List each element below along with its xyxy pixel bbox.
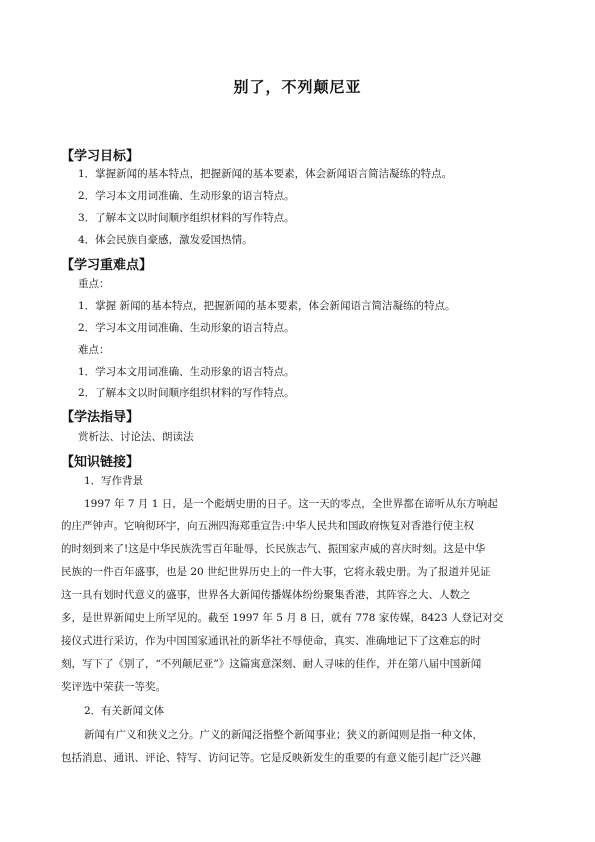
goals-heading: 【学习目标】: [61, 149, 140, 164]
keypoints-heading: 【学习重难点】: [61, 258, 153, 273]
key-item: 1．掌握 新闻的基本特点，把握新闻的基本要素，体会新闻语言简洁凝练的特点。: [78, 300, 456, 312]
paragraph-line: 新闻有广义和狭义之分。广义的新闻泛指整个新闻事业；狭义的新闻则是指一种文体，: [84, 729, 483, 741]
paragraph-line: 奖评选中荣获一等奖。: [61, 681, 166, 693]
paragraph-line: 的庄严钟声。它响彻环宇，向五洲四海郑重宣告:中华人民共和国政府恢复对香港行使主权: [61, 520, 475, 532]
paragraph-line: 接仪式进行采访，作为中国国家通讯社的新华社不辱使命，真实、准确地记下了这难忘的时: [61, 635, 481, 647]
paragraph-line: 民族的一件百年盛事，也是 20 世纪世界历史上的一件大事，它将永载史册。为了报道并见证: [61, 566, 491, 578]
subheading-news-genre: 2．有关新闻文体: [84, 705, 165, 717]
goal-item: 4．体会民族自豪感，激发爱国热情。: [78, 234, 253, 246]
goal-item: 1．掌握新闻的基本特点，把握新闻的基本要素，体会新闻语言简洁凝练的特点。: [78, 168, 453, 180]
page-title: 别了，不列颠尼亚: [233, 78, 362, 96]
difficulty-label: 难点：: [78, 344, 110, 356]
paragraph-line: 包括消息、通讯、评论、特写、访问记等。它是反映新发生的重要的有意义能引起广泛兴趣: [61, 752, 481, 764]
key-label: 重点：: [78, 278, 110, 290]
paragraph-line: 这一具有划时代意义的盛事，世界各大新闻传播媒体纷纷聚集香港，其阵容之大、人数之: [61, 589, 471, 601]
subheading-background: 1．写作背景: [84, 475, 144, 487]
paragraph-line: 1997 年 7 月 1 日，是一个彪炳史册的日子。这一天的零点，全世界都在谛听从东方响起: [84, 498, 498, 510]
goal-item: 2．学习本文用词准确、生动形象的语言特点。: [78, 190, 295, 202]
method-text: 赏析法、讨论法、朗读法: [78, 431, 194, 443]
key-item: 2．学习本文用词准确、生动形象的语言特点。: [78, 322, 295, 334]
difficulty-item: 1．学习本文用词准确、生动形象的语言特点。: [78, 366, 295, 378]
paragraph-line: 多，是世界新闻史上所罕见的。截至 1997 年 5 月 8 日，就有 778 家传媒，8423 人登记对交: [61, 612, 504, 624]
paragraph-line: 刻，写下了《别了，“不列颠尼亚”》这篇寓意深刻、耐人寻味的佳作，并在第八届中国新闻: [61, 658, 482, 670]
method-heading: 【学法指导】: [61, 410, 140, 425]
paragraph-line: 的时刻到来了!这是中华民族洗雪百年耻辱，长民族志气、振国家声威的喜庆时刻。这是中华: [61, 543, 486, 555]
goal-item: 3．了解本文以时间顺序组织材料的写作特点。: [78, 212, 295, 224]
knowledge-heading: 【知识链接】: [61, 455, 140, 470]
difficulty-item: 2．了解本文以时间顺序组织材料的写作特点。: [78, 387, 295, 399]
